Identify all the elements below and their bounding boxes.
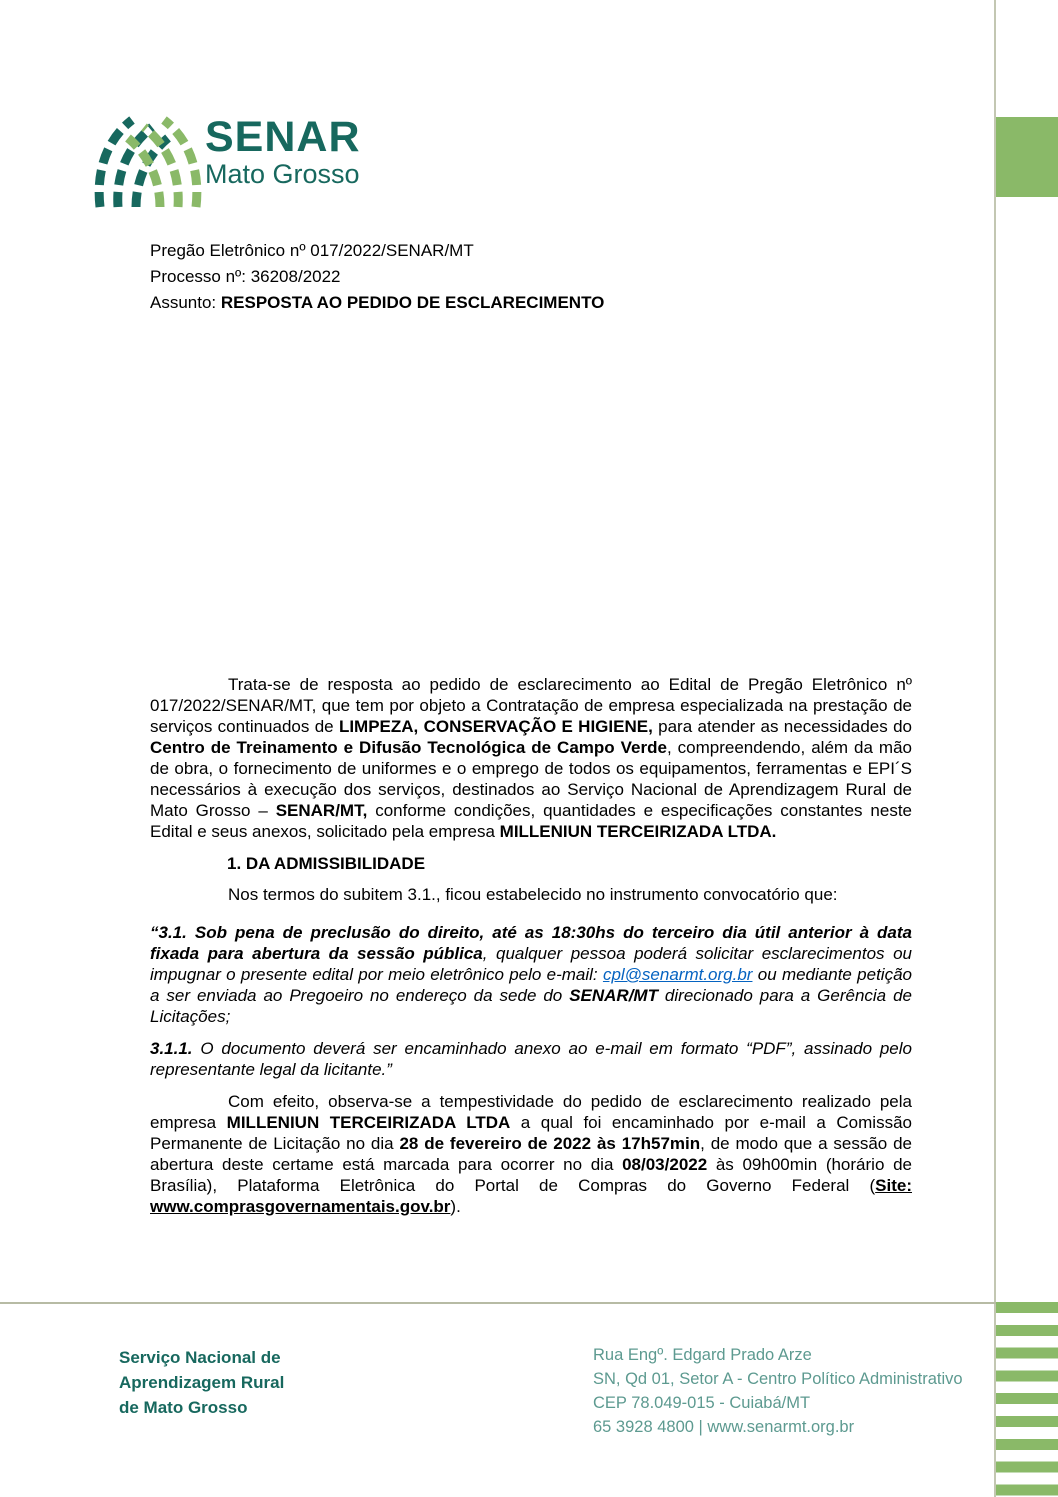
bold-run: SENAR/MT,: [275, 801, 368, 820]
logo-title: SENAR: [205, 113, 361, 161]
closing-paragraph: [150, 1091, 912, 1217]
italic-run: ou mediante petição a ser enviada ao Pregoeiro no endereço da sede do: [150, 965, 912, 1005]
bold-italic-run: 3.1.1.: [150, 1039, 193, 1058]
convocatory-line: Nos termos do subitem 3.1., ficou estabelecido no instrumento convocatório que:: [228, 885, 838, 904]
text-run: às 09h00min (horário de Brasília), Plataforma Eletrônica do Portal de Compras do Governo Federal (: [150, 1155, 912, 1195]
footer-address-line: SN, Qd 01, Setor A - Centro Político Administrativo: [593, 1370, 963, 1388]
text-run: para atender as necessidades do: [652, 717, 912, 736]
footer-stripes: [996, 1302, 1058, 1497]
subquote-paragraph: [150, 1038, 912, 1080]
italic-run: , qualquer pessoa poderá solicitar esclarecimentos ou impugnar o presente edital por meio eletrônico pelo e-mail:: [150, 944, 912, 984]
meta-line-pregao: Pregão Eletrônico nº 017/2022/SENAR/MT: [150, 241, 474, 260]
bold-run: 08/03/2022: [622, 1155, 708, 1174]
text-run: ).: [450, 1197, 461, 1216]
section-heading: 1. DA ADMISSIBILIDADE: [227, 854, 426, 873]
footer-org-name: [119, 1345, 284, 1420]
meta-line-assunto: [150, 290, 604, 316]
bold-italic-run: “3.1. Sob pena de preclusão do direito, até as 18:30hs do terceiro dia útil anterior à data fixada para abertura da sessão pública: [150, 923, 912, 963]
footer-org-line: Serviço Nacional de: [119, 1348, 281, 1367]
text-run: conforme condições, quantidades e especificações constantes neste Edital e seus anexos, solicitado pela empresa: [150, 801, 912, 841]
text-run: , de modo que a sessão de abertura deste certame está marcada para ocorrer no dia: [150, 1134, 912, 1174]
intro-paragraph: [150, 674, 912, 842]
bold-run: MILLENIUN TERCEIRIZADA LTDA: [226, 1113, 511, 1132]
doc-meta: [150, 238, 604, 316]
quote-paragraph: [150, 922, 912, 1027]
footer-address: [593, 1343, 963, 1439]
footer-address-line: CEP 78.049-015 - Cuiabá/MT: [593, 1394, 811, 1412]
logo-subtitle: Mato Grosso: [205, 159, 360, 189]
senar-logo-icon: [93, 110, 203, 208]
text-run: Trata-se de resposta ao pedido de esclarecimento ao Edital de Pregão Eletrônico nº 017/2022/SENAR/MT, que tem por objeto a Contratação de empresa especializada na prestação de serviços continuados de: [150, 675, 912, 736]
document-body: [150, 674, 912, 1228]
email-link[interactable]: cpl@senarmt.org.br: [602, 965, 753, 984]
corner-accent-square: [996, 117, 1058, 197]
footer-address-line: Rua Engº. Edgard Prado Arze: [593, 1346, 812, 1364]
footer-org-line: Aprendizagem Rural: [119, 1373, 285, 1392]
bold-run: 28 de fevereiro de 2022 às 17h57min: [399, 1134, 701, 1153]
italic-run: direcionado para a Gerência de Licitações;: [150, 986, 912, 1026]
assunto-value: RESPOSTA AO PEDIDO DE ESCLARECIMENTO: [220, 293, 605, 312]
text-run: Com efeito, observa-se a tempestividade do pedido de esclarecimento realizado pela empresa: [150, 1092, 912, 1132]
footer-org-line: de Mato Grosso: [119, 1398, 248, 1417]
senar-logo: [93, 108, 423, 208]
bold-italic-run: SENAR/MT: [569, 986, 658, 1005]
bold-run: MILLENIUN TERCEIRIZADA LTDA.: [499, 822, 777, 841]
text-run: , compreendendo, além da mão de obra, o fornecimento de uniformes e o emprego de todos os equipamentos, ferramentas e EPI´S necessários à execução dos serviços, destinados ao Serviço Nacional de Aprendizagem Rural de Mato Grosso –: [150, 738, 912, 820]
text-run: a qual foi encaminhado por e-mail a Comissão Permanente de Licitação no dia: [150, 1113, 912, 1153]
bold-run: LIMPEZA, CONSERVAÇÃO E HIGIENE,: [338, 717, 653, 736]
site-link[interactable]: Site: www.comprasgovernamentais.gov.br: [150, 1176, 912, 1216]
footer-address-line: 65 3928 4800 | www.senarmt.org.br: [593, 1418, 855, 1436]
meta-line-processo: Processo nº: 36208/2022: [150, 267, 341, 286]
right-border-line: [994, 0, 996, 1497]
assunto-label: Assunto:: [150, 293, 221, 312]
bold-run: Centro de Treinamento e Difusão Tecnológica de Campo Verde: [150, 738, 667, 757]
italic-run: O documento deverá ser encaminhado anexo ao e-mail em formato “PDF”, assinado pelo representante legal da licitante.”: [150, 1039, 912, 1079]
footer-divider: [0, 1302, 996, 1304]
